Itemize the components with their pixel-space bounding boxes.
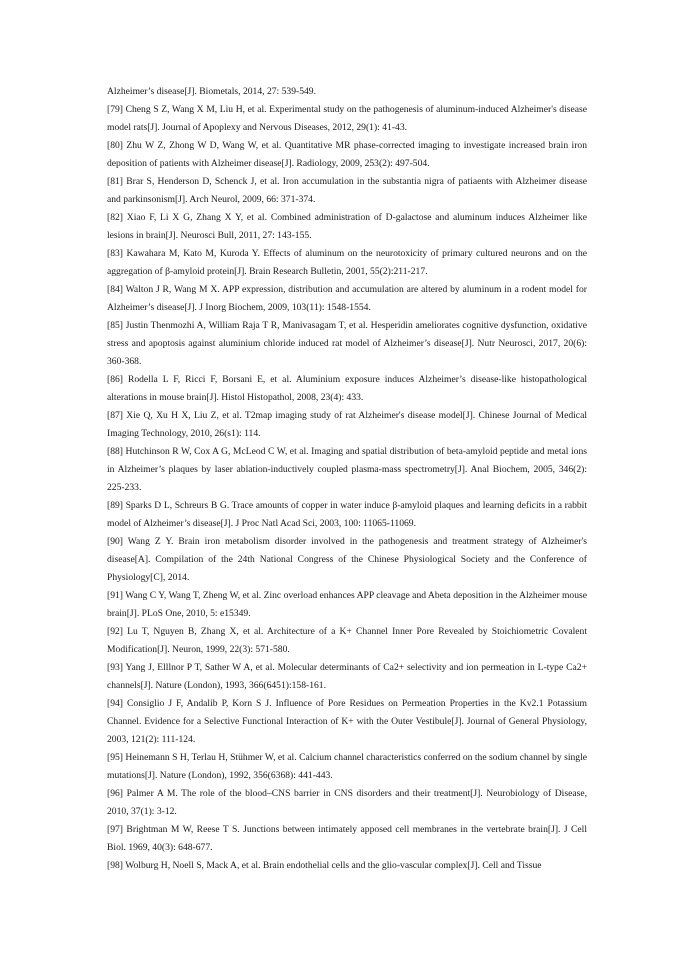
reference-entry-87: [87] Xie Q, Xu H X, Liu Z, et al. T2map imaging study of rat Alzheimer's disease model[J]. Chinese Journal of Medical Imaging Technology, 2010, 26(s1): 114.: [107, 410, 587, 439]
reference-list: [107, 83, 587, 875]
reference-entry-84: [84] Walton J R, Wang M X. APP expression, distribution and accumulation are altered by aluminum in a rodent model for Alzheimer’s disease[J]. J Inorg Biochem, 2009, 103(11): 1548-1554.: [107, 284, 587, 313]
reference-entry-98: [98] Wolburg H, Noell S, Mack A, et al. Brain endothelial cells and the glio-vascular complex[J]. Cell and Tissue: [107, 860, 542, 871]
reference-entry-81: [81] Brar S, Henderson D, Schenck J, et al. Iron accumulation in the substantia nigra of patiaents with Alzheimer disease and parkinsonism[J]. Arch Neurol, 2009, 66: 371-374.: [107, 176, 587, 205]
reference-entry-88: [88] Hutchinson R W, Cox A G, McLeod C W, et al. Imaging and spatial distribution of beta-amyloid peptide and metal ions in Alzheimer’s plaques by laser ablation-inductively coupled plasma-mass spectrometry[J]. Anal Biochem, 2005, 346(2): 225-233.: [107, 446, 587, 493]
reference-entry-95: [95] Heinemann S H, Terlau H, Stühmer W, et al. Calcium channel characteristics conferred on the sodium channel by single mutations[J]. Nature (London), 1992, 356(6368): 441-443.: [107, 752, 587, 781]
reference-entry-97: [97] Brightman M W, Reese T S. Junctions between intimately apposed cell membranes in the vertebrate brain[J]. J Cell Biol. 1969, 40(3): 648-677.: [107, 824, 587, 853]
reference-entry-94: [94] Consiglio J F, Andalib P, Korn S J. Influence of Pore Residues on Permeation Properties in the Kv2.1 Potassium Channel. Evidence for a Selective Functional Interaction of K+ with the Outer Vestibule[J]. Journal of General Physiology, 2003, 121(2): 111-124.: [107, 698, 587, 745]
reference-entry-91: [91] Wang C Y, Wang T, Zheng W, et al. Zinc overload enhances APP cleavage and Abeta deposition in the Alzheimer mouse brain[J]. PLoS One, 2010, 5: e15349.: [107, 590, 587, 619]
reference-entry-78-continued: Alzheimer’s disease[J]. Biometals, 2014, 27: 539-549.: [107, 86, 316, 97]
reference-entry-82: [82] Xiao F, Li X G, Zhang X Y, et al. Combined administration of D-galactose and aluminum induces Alzheimer like lesions in brain[J]. Neurosci Bull, 2011, 27: 143-155.: [107, 212, 587, 241]
reference-entry-83: [83] Kawahara M, Kato M, Kuroda Y. Effects of aluminum on the neurotoxicity of primary cultured neurons and on the aggregation of β-amyloid protein[J]. Brain Research Bulletin, 2001, 55(2):211-217.: [107, 248, 587, 277]
reference-entry-96: [96] Palmer A M. The role of the blood–CNS barrier in CNS disorders and their treatment[J]. Neurobiology of Disease, 2010, 37(1): 3-12.: [107, 788, 587, 817]
reference-entry-90: [90] Wang Z Y. Brain iron metabolism disorder involved in the pathogenesis and treatment strategy of Alzheimer's disease[A]. Compilation of the 24th National Congress of the Chinese Physiological Society and the Conference of Physiology[C], 2014.: [107, 536, 587, 583]
reference-entry-79: [79] Cheng S Z, Wang X M, Liu H, et al. Experimental study on the pathogenesis of aluminum-induced Alzheimer's disease model rats[J]. Journal of Apoplexy and Nervous Diseases, 2012, 29(1): 41-43.: [107, 104, 587, 133]
reference-entry-89: [89] Sparks D L, Schreurs B G. Trace amounts of copper in water induce β-amyloid plaques and learning deficits in a rabbit model of Alzheimer’s disease[J]. J Proc Natl Acad Sci, 2003, 100: 11065-11069.: [107, 500, 587, 529]
reference-entry-92: [92] Lu T, Nguyen B, Zhang X, et al. Architecture of a K+ Channel Inner Pore Revealed by Stoichiometric Covalent Modification[J]. Neuron, 1999, 22(3): 571-580.: [107, 626, 587, 655]
reference-entry-86: [86] Rodella L F, Ricci F, Borsani E, et al. Aluminium exposure induces Alzheimer’s disease-like histopathological alterations in mouse brain[J]. Histol Histopathol, 2008, 23(4): 433.: [107, 374, 587, 403]
reference-entry-85: [85] Justin Thenmozhi A, William Raja T R, Manivasagam T, et al. Hesperidin ameliorates cognitive dysfunction, oxidative stress and apoptosis against aluminium chloride induced rat model of Alzheimer’s disease[J]. Nutr Neurosci, 2017, 20(6): 360-368.: [107, 320, 587, 367]
reference-entry-93: [93] Yang J, Elllnor P T, Sather W A, et al. Molecular determinants of Ca2+ selectivity and ion permeation in L-type Ca2+ channels[J]. Nature (London), 1993, 366(6451):158-161.: [107, 662, 587, 691]
reference-entry-80: [80] Zhu W Z, Zhong W D, Wang W, et al. Quantitative MR phase-corrected imaging to investigate increased brain iron deposition of patients with Alzheimer disease[J]. Radiology, 2009, 253(2): 497-504.: [107, 140, 587, 169]
